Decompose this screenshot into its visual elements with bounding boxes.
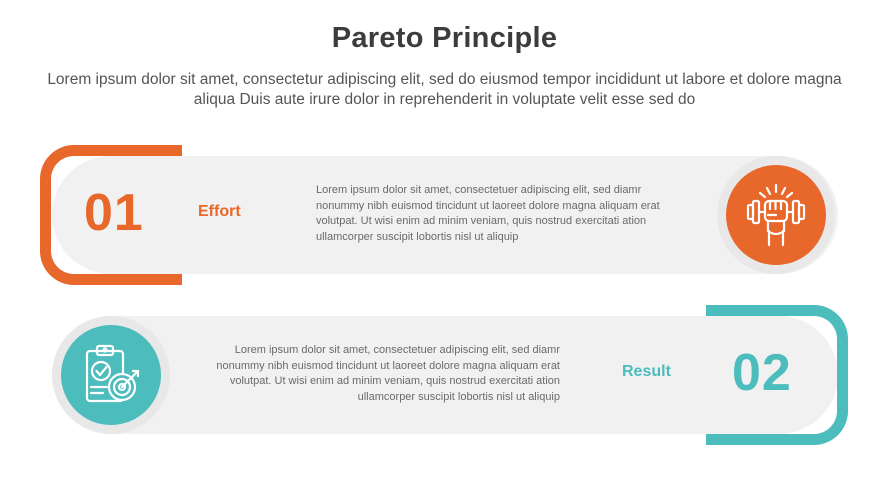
page-subtitle: Lorem ipsum dolor sit amet, consectetur adipiscing elit, sed do eiusmod tempor incididunt ut labore et dolore magna aliqua Duis aute irure dolor in reprehenderit in voluptate velit esse sed do [47, 71, 842, 108]
pareto-item-result [0, 305, 889, 445]
page-title: Pareto Principle [331, 22, 558, 54]
clipboard-target-icon [77, 341, 145, 409]
item-description: Lorem ipsum dolor sit amet, consectetuer adipiscing elit, sed diamr nonummy nibh euismod tincidunt ut laoreet dolore magna aliquam erat volutpat. Ut wisi enim ad minim veniam, quis nostrud exercitati ation ullamcorper suscipit lobortis nisl ut aliquip [316, 184, 660, 243]
item-label: Effort [198, 203, 241, 220]
icon-circle [726, 165, 826, 265]
item-number: 01 [84, 184, 144, 242]
item-label: Result [622, 363, 671, 380]
pareto-item-effort [0, 145, 889, 285]
dumbbell-fist-icon [742, 181, 810, 249]
item-description: Lorem ipsum dolor sit amet, consectetuer adipiscing elit, sed diamr nonummy nibh euismod tincidunt ut laoreet dolore magna aliquam erat volutpat. Ut wisi enim ad minim veniam, quis nostrud exercitati ation ullamcorper suscipit lobortis nisl ut aliquip [216, 344, 560, 403]
icon-circle [61, 325, 161, 425]
item-number: 02 [732, 344, 792, 402]
